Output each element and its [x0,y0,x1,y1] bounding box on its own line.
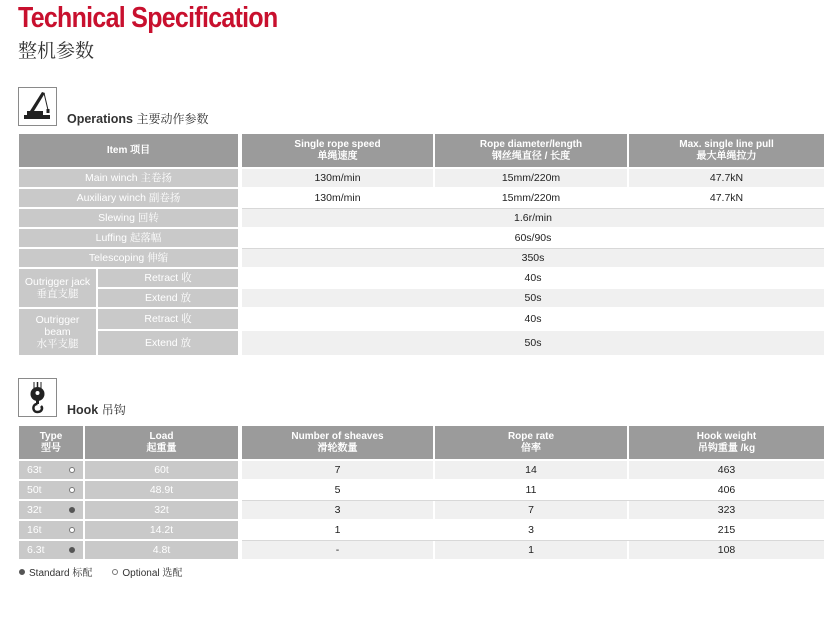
main-winch-speed: 130m/min [242,169,433,187]
col-header-sheaves-en: Number of sheaves [291,430,384,442]
col-header-hook-weight-cn: 吊钩重量 /kg [697,442,756,454]
row-label-outrigger-beam [19,309,96,355]
col-header-type [19,426,83,459]
col-header-rope [435,134,627,167]
hook-type: 50t [27,484,42,496]
outrigger-jack-label-en: Outrigger jack [24,276,91,288]
outrigger-jack-extend-value: 50s [242,289,824,307]
outrigger-jack-retract-label: Retract 收 [98,269,238,287]
hook-sheaves: - [242,541,433,559]
hook-rope-rate: 7 [435,501,627,519]
telescoping-value: 350s [242,249,824,267]
col-header-item: Item 项目 [19,134,238,167]
outrigger-beam-label-en2: beam [44,326,71,338]
main-winch-pull: 47.7kN [629,169,824,187]
legend [19,564,202,579]
col-header-speed-en: Single rope speed [294,138,381,150]
col-header-pull [629,134,824,167]
row-label-main-winch: Main winch 主卷扬 [19,169,238,187]
hook-sheaves: 1 [242,521,433,539]
optional-icon [69,527,75,533]
operations-title-cn: 主要动作参数 [136,112,209,126]
col-header-pull-cn: 最大单绳拉力 [696,150,757,162]
hook-type-cell [19,461,83,479]
hook-sheaves: 5 [242,481,433,499]
legend-standard [19,564,92,579]
crane-icon [18,87,57,126]
hook-type-cell [19,541,83,559]
page-subtitle: 整机参数 [18,41,95,62]
hook-weight: 215 [629,521,824,539]
hook-icon [18,378,57,417]
row-label-slewing: Slewing 回转 [19,209,238,227]
aux-winch-pull: 47.7kN [629,189,824,207]
hook-type-cell [19,501,83,519]
col-header-speed-cn: 单绳速度 [317,150,358,162]
outrigger-beam-extend-label: Extend 放 [98,331,238,355]
legend-optional [112,564,182,579]
hook-section-header [18,378,126,417]
hook-type: 6.3t [27,544,45,556]
col-header-type-cn: 型号 [41,442,61,454]
main-winch-rope: 15mm/220m [435,169,627,187]
row-label-aux-winch: Auxiliary winch 副卷扬 [19,189,238,207]
optional-icon [112,569,118,575]
hook-weight: 108 [629,541,824,559]
col-header-sheaves-cn: 滑轮数量 [317,442,358,454]
hook-rope-rate: 1 [435,541,627,559]
col-header-speed [242,134,433,167]
hook-sheaves: 3 [242,501,433,519]
operations-title [67,110,209,127]
hook-type: 16t [27,524,42,536]
hook-weight: 323 [629,501,824,519]
optional-icon [69,467,75,473]
col-header-rope-rate-en: Rope rate [507,430,555,442]
col-header-hook-weight-en: Hook weight [696,430,757,442]
hook-title-en: Hook [67,403,99,417]
slewing-value: 1.6r/min [242,209,824,227]
hook-rope-rate: 11 [435,481,627,499]
hook-rope-rate: 3 [435,521,627,539]
col-header-hook-weight [629,426,824,459]
row-label-outrigger-jack [19,269,96,307]
outrigger-beam-retract-value: 40s [242,309,824,329]
outrigger-beam-label-en1: Outrigger [35,314,80,326]
hook-load: 32t [85,501,238,519]
col-header-rope-rate [435,426,627,459]
col-header-load-cn: 起重量 [146,442,177,454]
outrigger-jack-retract-value: 40s [242,269,824,287]
hook-load: 48.9t [85,481,238,499]
aux-winch-rope: 15mm/220m [435,189,627,207]
hook-type-cell [19,481,83,499]
outrigger-beam-label-cn: 水平支腿 [36,338,79,350]
row-label-luffing: Luffing 起落幅 [19,229,238,247]
outrigger-beam-retract-label: Retract 收 [98,309,238,329]
optional-icon [69,487,75,493]
hook-load: 14.2t [85,521,238,539]
hook-type-cell [19,521,83,539]
hook-load: 60t [85,461,238,479]
outrigger-jack-extend-label: Extend 放 [98,289,238,307]
hook-load: 4.8t [85,541,238,559]
operations-title-en: Operations [67,112,133,126]
col-header-load-en: Load [149,430,174,442]
outrigger-beam-extend-value: 50s [242,331,824,355]
outrigger-jack-label-cn: 垂直支腿 [36,288,79,300]
hook-title [67,401,126,418]
col-header-sheaves [242,426,433,459]
page-title: Technical Specification [18,2,278,34]
aux-winch-speed: 130m/min [242,189,433,207]
col-header-rope-en: Rope diameter/length [479,138,583,150]
col-header-load [85,426,238,459]
row-label-telescoping: Telescoping 伸缩 [19,249,238,267]
col-header-type-en: Type [39,430,63,442]
hook-title-cn: 吊钩 [101,403,126,417]
hook-weight: 406 [629,481,824,499]
hook-rope-rate: 14 [435,461,627,479]
hook-type: 63t [27,464,42,476]
operations-section-header [18,87,209,126]
legend-standard-label: Standard 标配 [29,568,93,579]
standard-icon [69,547,75,553]
hook-type: 32t [27,504,42,516]
col-header-pull-en: Max. single line pull [679,138,774,150]
col-header-rope-cn: 钢丝绳直径 / 长度 [491,150,571,162]
luffing-value: 60s/90s [242,229,824,247]
col-header-rope-rate-cn: 倍率 [521,442,541,454]
standard-icon [19,569,25,575]
hook-sheaves: 7 [242,461,433,479]
standard-icon [69,507,75,513]
legend-optional-label: Optional 选配 [122,568,183,579]
hook-weight: 463 [629,461,824,479]
